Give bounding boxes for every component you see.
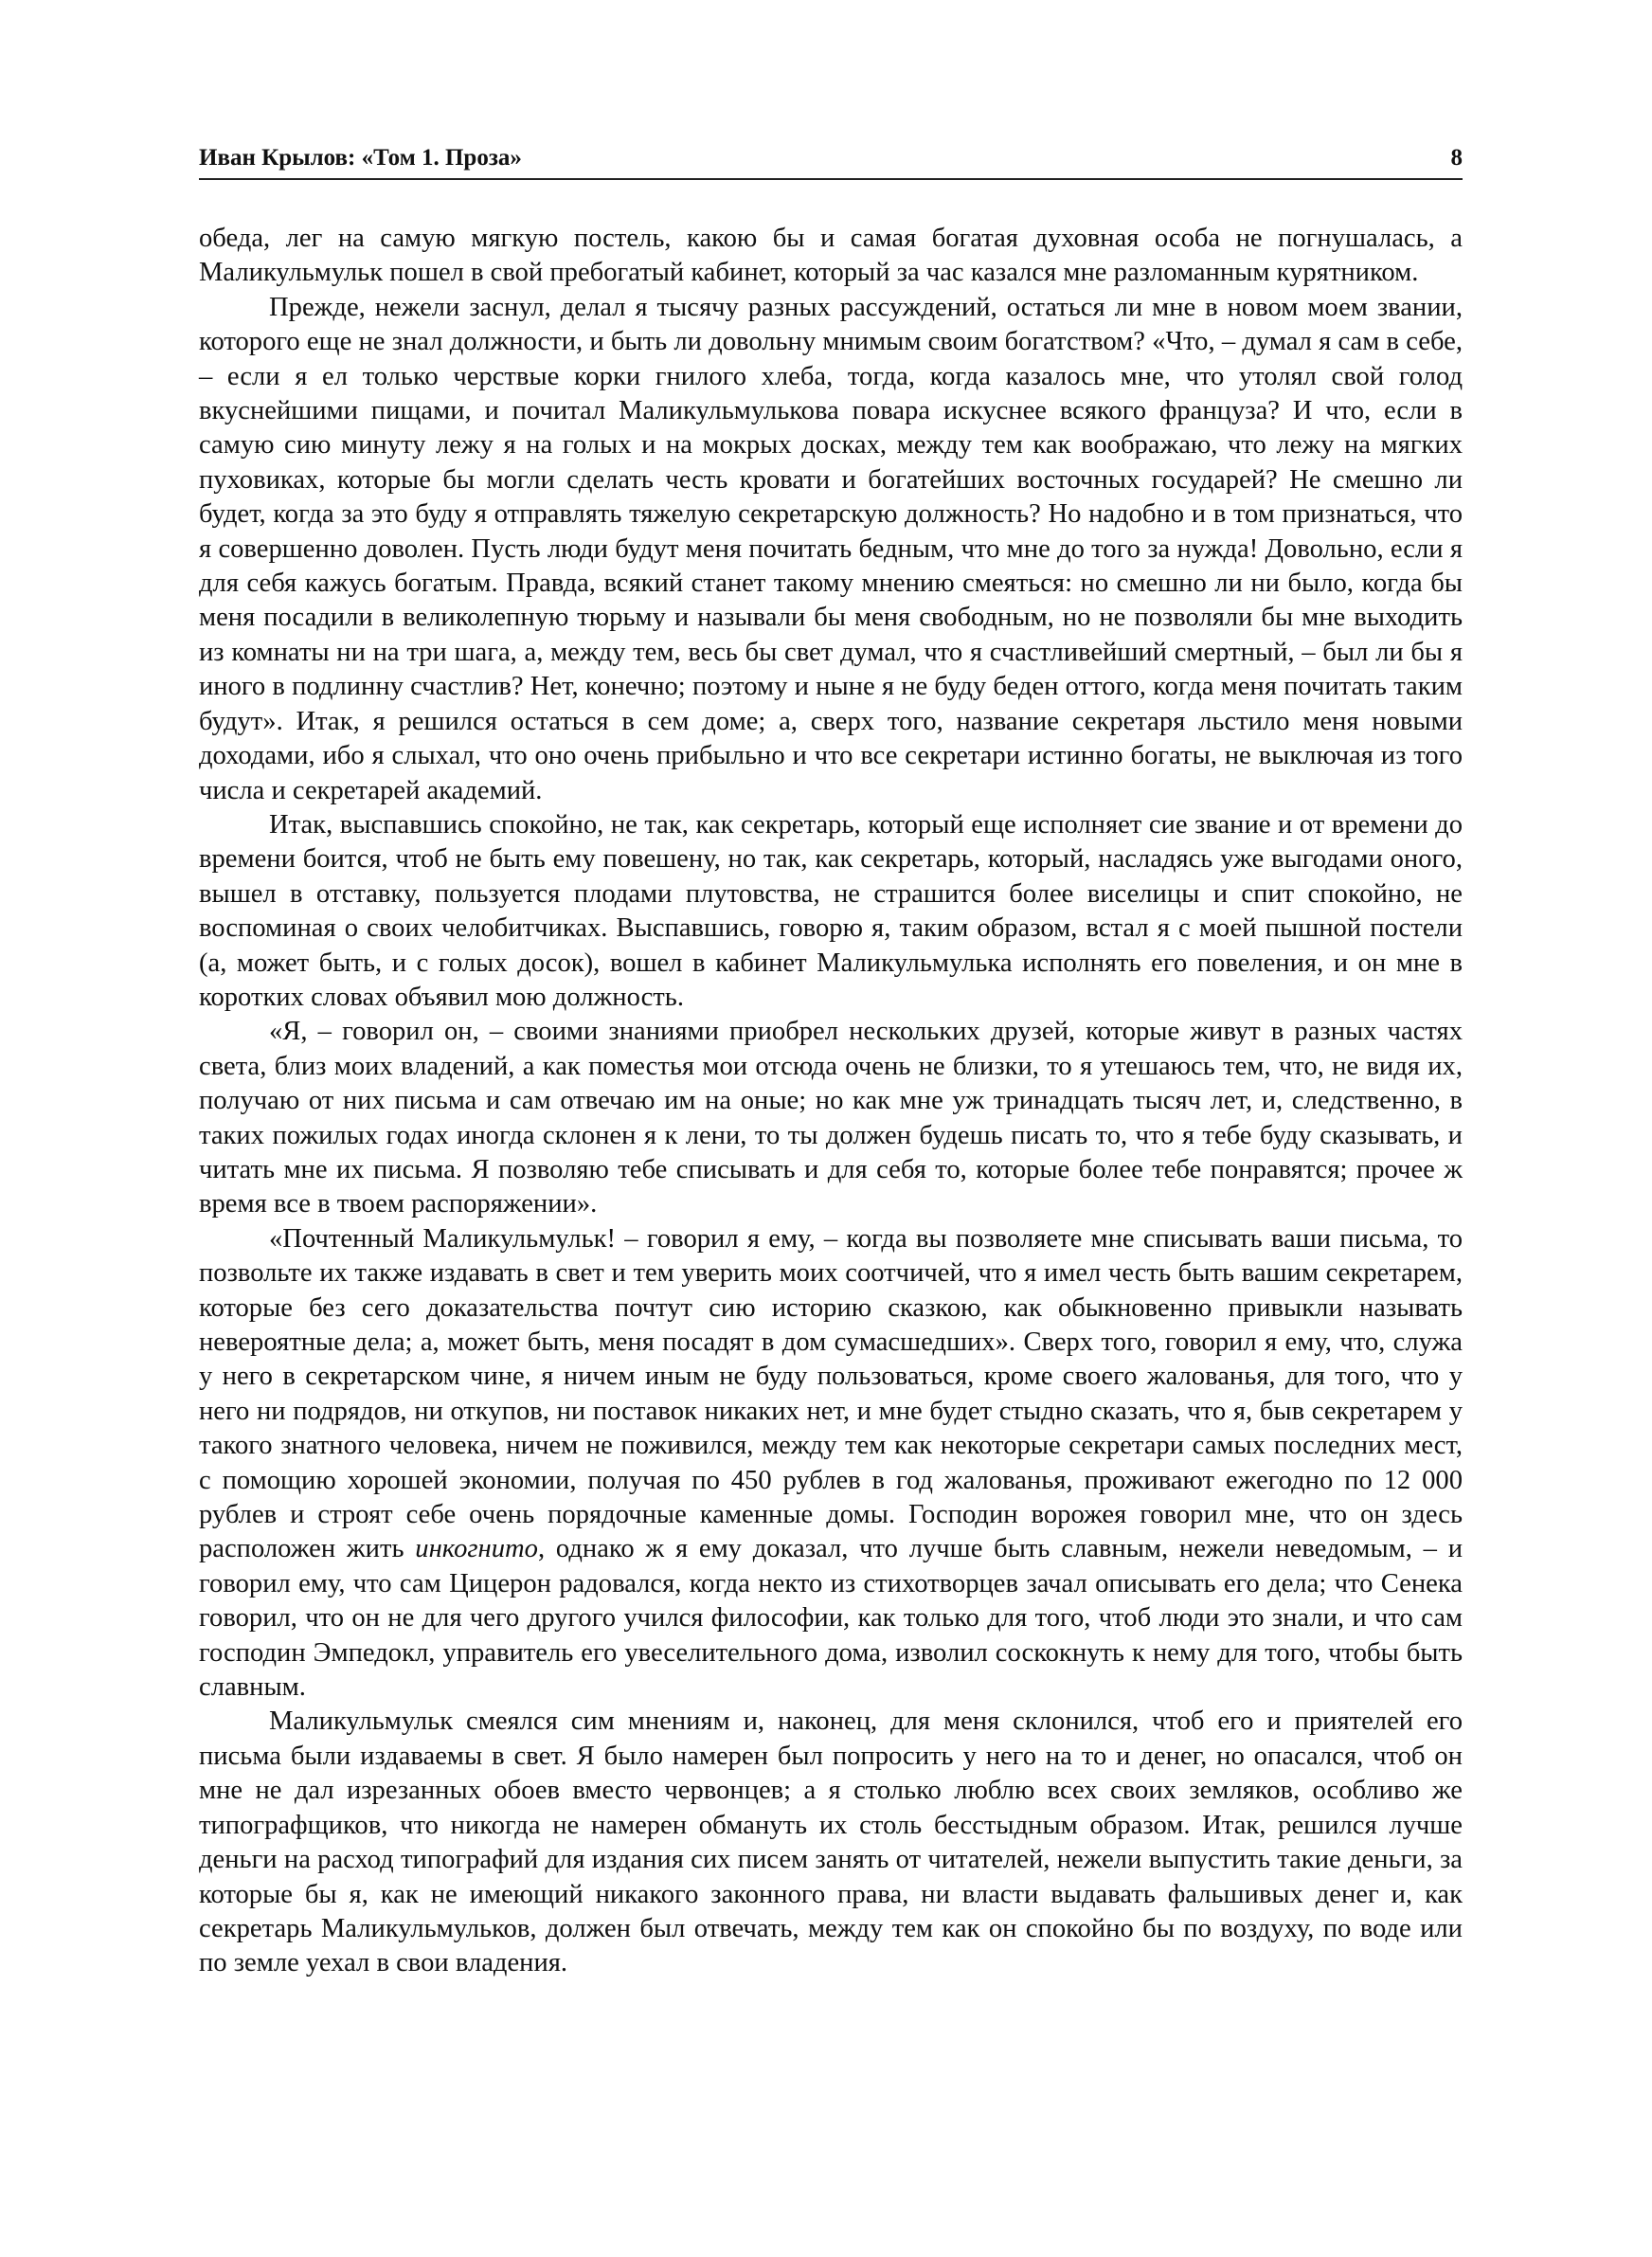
page-body (199, 222, 1463, 1981)
paragraph-awakening: Итак, выспавшись спокойно, не так, как секретарь, который еще исполняет сие звание и от времени до времени боится, чтоб не быть ему повешену, но так, как секретарь, который, насладясь уже выгодами оного, вышел в отставку, пользуется плодами плутовства, не страшится более виселицы и спит спокойно, не воспоминая о своих челобитчиках. Выспавшись, говорю я, таким образом, встал я с моей пышной постели (а, может быть, и с голых досок), вошел в кабинет Маликульмулька исполнять его повеления, и он мне в коротких словах объявил мою должность. (199, 809, 1463, 1012)
paragraph-request-part-1: «Почтенный Маликульмульк! – говорил я ему, – когда вы позволяете мне списывать ваши письма, то позвольте их также издавать в свет и тем уверить моих соотчичей, что я имел честь быть вашим секретарем, которые без сего доказательства почтут сию историю сказкою, как обыкновенно привыкли называть невероятные дела; а, может быть, меня посадят в дом сумасшедших». Сверх того, говорил я ему, что, служа у него в секретарском чине, я ничем иным не буду пользоваться, кроме своего жалованья, для того, что у него ни подрядов, ни откупов, ни поставок никаких нет, и мне будет стыдно сказать, что я, быв секретарем у такого знатного человека, ничем не поживился, между тем как некоторые секретари самых последних мест, с помощию хорошей экономии, получая по 450 рублев в год жалованья, проживают ежегодно по 12 000 рублев и строят себе очень порядочные каменные домы. Господин ворожея говорил мне, что он здесь расположен жить (199, 1223, 1463, 1564)
paragraph-reflections: Прежде, нежели заснул, делал я тысячу разных рассуждений, остаться ли мне в новом моем звании, которого еще не знал должности, и быть ли довольну мнимым своим богатством? «Что, – думал я сам в себе, – если я ел только черствые корки гнилого хлеба, тогда, когда казалось мне, что утолял свой голод вкуснейшими пищами, и почитал Маликульмулькова повара искуснее всякого француза? И что, если в самую сию минуту лежу я на голых и на мокрых досках, между тем как воображаю, что лежу на мягких пуховиках, которые бы могли сделать честь кровати и богатейших восточных государей? Не смешно ли будет, когда за это буду я отправлять тяжелую секретарскую должность? Но надобно и в том признаться, что я совершенно доволен. Пусть люди будут меня почитать бедным, что мне до того за нужда! Довольно, если я для себя кажусь богатым. Правда, всякий станет такому мнению смеяться: но смешно ли ни было, когда бы меня посадили в великолепную тюрьму и называли бы меня свободным, но не позволяли бы мне выходить из комнаты ни на три шага, а, между тем, весь бы свет думал, что я счастливейший смертный, – был ли бы я иного в подлинну счастлив? Нет, конечно; поэтому и ныне я не буду беден оттого, когда меня почитать таким будут». Итак, я решился остаться в сем доме; а, сверх того, название секретаря льстило меня новыми доходами, ибо я слыхал, что оно очень прибыльно и что все секретари истинно богаты, не выключая из того числа и секретарей академий. (199, 292, 1463, 805)
paragraph-request (199, 1222, 1463, 1706)
paragraph-publication: Маликульмульк смеялся сим мнениям и, наконец, для меня склонился, чтоб его и приятелей его письма были издаваемы в свет. Я было намерен был попросить у него на то и денег, но опасался, чтоб он мне не дал изрезанных обоев вместо червонцев; а я столько люблю всех своих земляков, особливо же типографщиков, что никогда не намерен обмануть их столь бесстыдным образом. Итак, решился лучше деньги на расход типографий для издания сих писем занять от читателей, нежели выпустить такие деньги, за которые бы я, как не имеющий никакого законного права, ни власти выдавать фальшивых денег и, как секретарь Маликульмульков, должен был отвечать, между тем как он спокойно бы по воздуху, по воде или по земле уехал в свои владения. (199, 1706, 1463, 1978)
paragraph-duties: «Я, – говорил он, – своими знаниями приобрел нескольких друзей, которые живут в разных частях света, близ моих владений, а как поместья мои отсюда очень не близки, то я утешаюсь тем, что, не видя их, получаю от них письма и сам отвечаю им на оные; но как мне уж тринадцать тысяч лет, и, следственно, в таких пожилых годах иногда склонен я к лени, то ты должен будешь писать то, что я тебе буду сказывать, и читать мне их письма. Я позволяю тебе списывать и для себя то, которые более тебе понравятся; прочее ж время все в твоем распоряжении». (199, 1017, 1463, 1219)
page-header (199, 144, 1463, 180)
paragraph-request-part-2: , однако ж я ему доказал, что лучше быть славным, нежели неведомым, – и говорил ему, что сам Цицерон радовался, когда некто из стихотворцев зачал описывать его дела; что Сенека говорил, что он не для чего другого учился философии, как только для того, чтоб люди это знали, и что сам господин Эмпедокл, управитель его увеселительного дома, изволил соскокнуть к нему для того, чтобы быть славным. (199, 1534, 1463, 1703)
paragraph-continuation: обеда, лег на самую мягкую постель, какою бы и самая богатая духовная особа не погнушалась, а Маликульмульк пошел в свой пребогатый кабинет, который за час казался мне разломанным курятником. (199, 224, 1463, 288)
italic-incognito: инкогнито (415, 1534, 538, 1564)
running-title: Иван Крылов: «Том 1. Проза» (199, 145, 522, 171)
page-number: 8 (1450, 145, 1463, 171)
